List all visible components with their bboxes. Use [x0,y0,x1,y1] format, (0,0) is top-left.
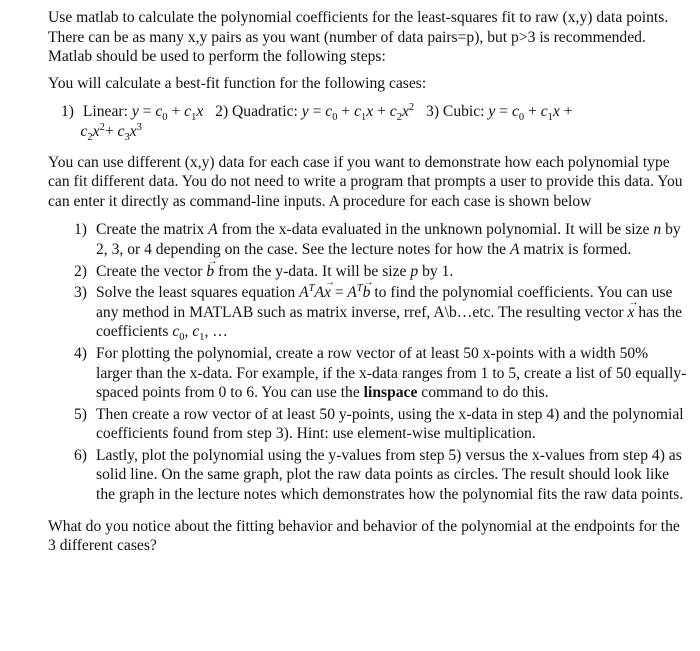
matrix-a-symbol: A [509,240,520,258]
step1-text-a: Create the matrix [96,221,205,239]
step1-text-c: by 2, 3, or 4 depending on the case. See the lecture notes for how the [96,221,681,258]
step-item [48,405,688,444]
step4-text-b: command to do this. [421,384,549,402]
step2-text-a: Create the vector [96,262,203,280]
step2-text-b: from the y-data. It will be size [218,262,407,280]
quadratic-equation: $y = c_0 + c_1x + c_2x^2$ [301,102,415,124]
linear-label: Linear: [82,103,128,121]
linspace-keyword: linspace [363,384,418,402]
step-item [48,446,688,505]
case-prefix: 1) [61,103,74,121]
p-symbol: p [410,262,419,280]
step-number: 3) [74,284,87,302]
step4-text-a: For plotting the polynomial, create a row vector of at least 50 x-points with a width 50% larger than the x-data. For example, if the x-data ranges from 1 to 5, create a list of 50 equally-spaced points from 0 to 6. You can use the [96,344,687,402]
cubic-label: 3) Cubic: [426,103,485,121]
step-item [48,344,688,403]
coefficient-list: $c_0$, $c_1$, … [172,323,228,344]
final-question: What do you notice about the fitting behavior and behavior of the polynomial at the endpoints for the 3 different cases? [48,517,680,555]
data-paragraph: You can use different (x,y) data for each case if you want to demonstrate how each polynomial type can fit different data. You do not need to write a program that prompts a user to provide this data. You can enter it directly as command-line inputs. A procedure for each case is shown below [48,153,683,210]
step1-text-d: matrix is formed. [523,240,632,258]
step-number: 2) [74,262,87,280]
vector-x-symbol: → x [628,303,635,323]
step5-text: Then create a row vector of at least 50 y-points, using the x-data in step 4) and the polynomial coefficients found from step 3). Hint: use element-wise multiplication. [96,405,684,443]
matrix-a-symbol: A [208,221,218,239]
normal-equation: $A^TA\to x = A^T\to b$ [299,284,370,301]
step3-text-a: Solve the least squares equation [96,284,296,302]
cubic-equation: $y = c_0 + c_1x$ + $c_2x^2+ c_3x^3$ [61,103,573,144]
step3-text-b: to find the polynomial coefficients. You can use any method in MATLAB such as matrix inverse, rref, A\b…etc. The resulting vector [96,284,673,321]
step-number: 4) [74,344,87,362]
linear-equation: $y = c_0 + c_1x$ [131,103,204,124]
step2-text-c: by 1. [422,262,454,280]
step6-text: Lastly, plot the polynomial using the y-values from step 5) versus the x-values from step 4) as solid line. On the same graph, plot the raw data points as circles. The result should look like the graph in the lecture notes which demonstrates how the polynomial fits the raw data points. [96,446,684,504]
step-number: 6) [74,446,87,464]
step1-text-b: from the x-data evaluated in the unknown polynomial. It will be size [221,221,650,239]
step-item [48,283,688,342]
cases-heading: You will calculate a best-fit function for the following cases: [48,74,427,92]
step-item [48,220,688,259]
step3-text-c: has the coefficients [96,303,683,341]
quadratic-label: 2) Quadratic: [215,103,298,121]
step-number: 1) [74,221,87,239]
cases-list [48,102,683,144]
step-number: 5) [74,405,87,423]
n-symbol: n [653,221,662,239]
vector-b-symbol: → b [206,262,214,282]
intro-paragraph: Use matlab to calculate the polynomial coefficients for the least-squares fit to raw (x,y) data points. There can be as many x,y pairs as you want (number of data pairs=p), but p>3 is recommended. Matlab should be used to perform the following steps: [48,9,669,66]
procedure-steps [48,220,688,504]
